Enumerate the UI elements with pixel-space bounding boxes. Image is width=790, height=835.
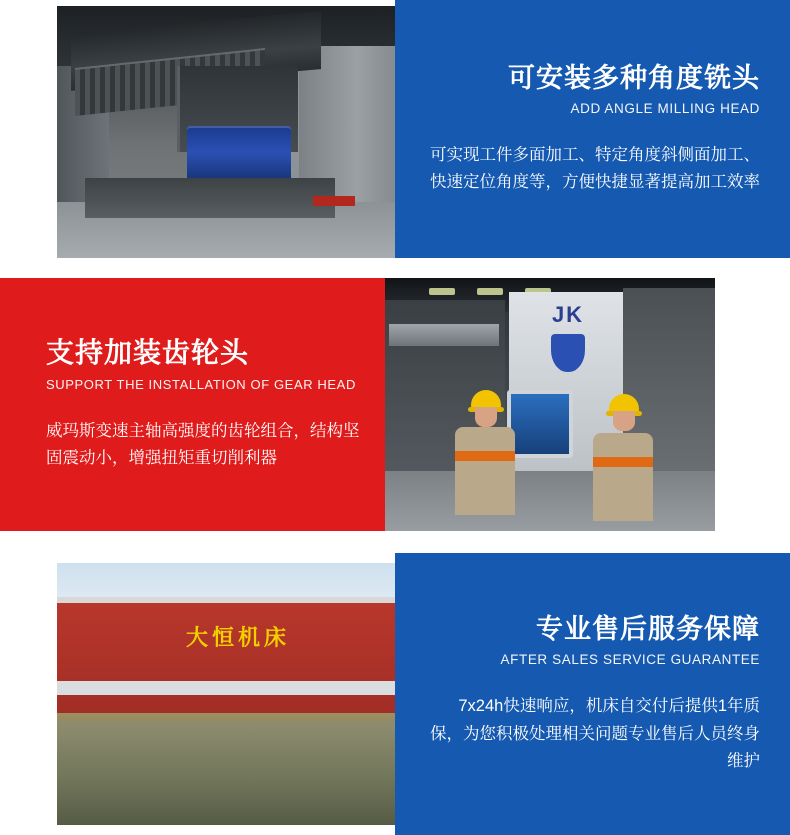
section-subtitle: ADD ANGLE MILLING HEAD	[570, 100, 760, 116]
photo-service-team	[57, 563, 395, 825]
photo-angle-milling-head	[57, 6, 395, 258]
section-title: 可安装多种角度铣头	[508, 62, 760, 93]
control-panel-screen	[507, 390, 573, 458]
machine-brand-logo	[531, 302, 605, 374]
section-gear-head	[0, 278, 790, 531]
section-body: 威玛斯变速主轴高强度的齿轮组合，结构坚固震动小，增强扭矩重切削利器	[46, 422, 360, 468]
uniform-stripe	[455, 451, 515, 461]
factory-wall-stripe	[57, 681, 395, 695]
section-title: 支持加装齿轮头	[46, 337, 250, 369]
red-accent-part	[313, 196, 355, 206]
worker-face	[613, 411, 635, 431]
machine-logo-text: JK	[551, 302, 585, 327]
section-title: 专业售后服务保障	[536, 613, 760, 644]
ceiling-light	[477, 288, 503, 295]
angle-milling-head	[187, 126, 291, 184]
text-panel-angle-milling-head	[395, 0, 790, 258]
machine-base	[85, 178, 335, 218]
worker-uniform	[593, 433, 653, 521]
section-subtitle: AFTER SALES SERVICE GUARANTEE	[500, 652, 760, 668]
worker-face	[475, 407, 497, 427]
factory-sign-text: 大恒机床	[185, 626, 290, 651]
section-subtitle: SUPPORT THE INSTALLATION OF GEAR HEAD	[46, 377, 356, 393]
uniform-stripe	[593, 457, 653, 467]
photo-gear-head-workers	[385, 278, 715, 531]
text-panel-gear-head	[0, 278, 385, 531]
section-after-sales-service	[0, 553, 790, 835]
worker-uniform	[455, 427, 515, 515]
section-body: 7x24h快速响应，机床自交付后提供1年质保，为您积极处理相关问题专业售后人员终身维护	[430, 697, 760, 770]
ground	[57, 721, 395, 825]
workshop-floor	[385, 471, 715, 531]
shield-icon	[551, 334, 585, 372]
section-body: 可实现工件多面加工、特定角度斜侧面加工、快速定位角度等，方便快捷显著提高加工效率	[430, 145, 760, 192]
ceiling-light	[429, 288, 455, 295]
machine-rail	[389, 324, 499, 346]
text-panel-after-sales-service	[395, 553, 790, 835]
section-angle-milling-head	[0, 0, 790, 258]
